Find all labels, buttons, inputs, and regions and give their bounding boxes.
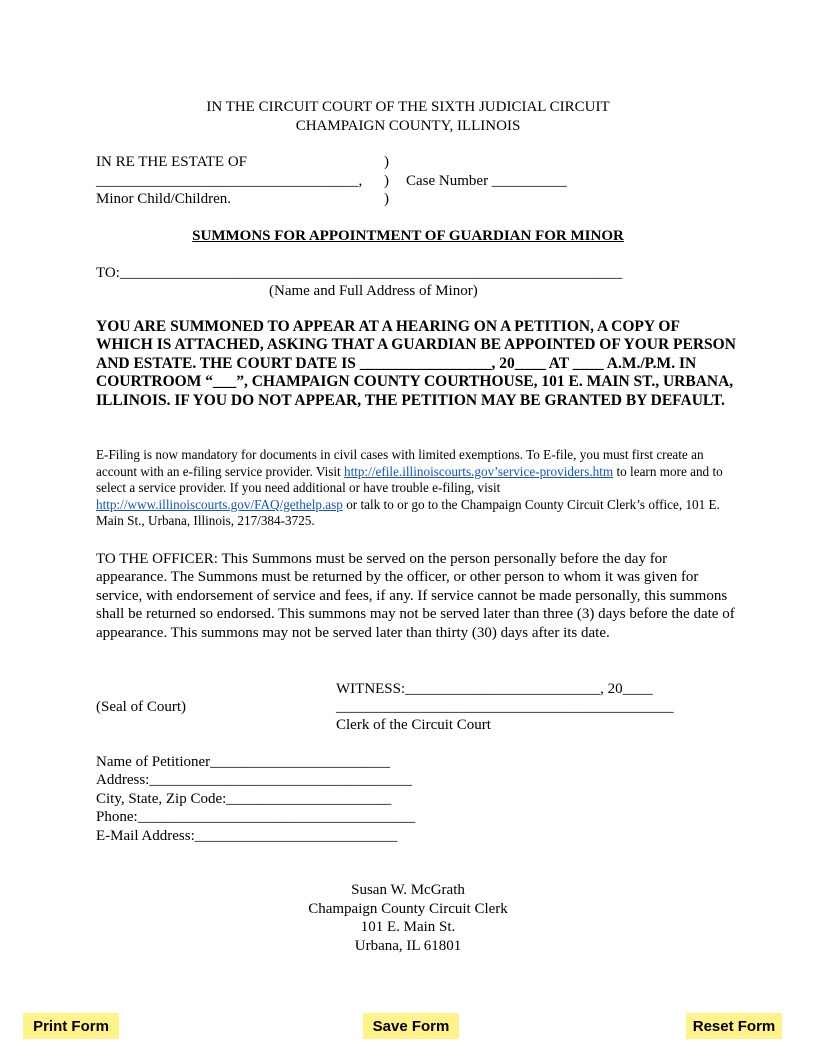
caption-paren: ) [384,173,389,189]
clerk-title: Champaign County Circuit Clerk [308,901,508,917]
officer-instructions: TO THE OFFICER: This Summons must be served on the person personally before the day for appearance. The Summons must be returned by the officer, or other person to whom it was given for service, with endorsement of service and fees, if any. If service cannot be made personally, this summons shall be returned so endorsed. This summons may not be served later than three (3) days before the date of appearance. This summons may not be served later than thirty (30) days after its date. [96,551,735,641]
witness-line: WITNESS:__________________________, 20____ [336,681,653,697]
efiling-text: or talk to or go to the Champaign County Circuit Clerk’s office, 101 E. Main St., Urbana, Illinois, 217/384-3725. [96,496,720,529]
reset-form-button[interactable]: Reset Form [686,1013,782,1039]
clerk-name: Susan W. McGrath [351,882,465,898]
seal-of-court: (Seal of Court) [96,699,186,715]
efiling-text: E-Filing is now mandatory for documents in civil cases with limited exemptions. To E-file, you must first create an account with an e-filing service provider. Visit [96,447,704,479]
clerk-label: Clerk of the Circuit Court [336,717,491,733]
estate-label: IN RE THE ESTATE OF [96,154,248,170]
court-header-line2: CHAMPAIGN COUNTY, ILLINOIS [295,118,521,134]
summons-text: YOU ARE SUMMONED TO APPEAR AT A HEARING ON A PETITION, A COPY OF WHICH IS ATTACHED, ASKING THAT A GUARDIAN BE APPOINTED OF YOUR PERSON AND ESTATE. THE COURT DATE IS _________________, 20____ AT ____ A.M./P.M. IN COURTROOM “___”, CHAMPAIGN COUNTY COURTHOUSE, 101 E. MAIN ST., URBANA, ILLINOIS. IF YOU DO NOT APPEAR, THE PETITION MAY BE GRANTED BY DEFAULT. [96,318,736,409]
clerk-city: Urbana, IL 61801 [354,938,462,954]
print-form-button[interactable]: Print Form [23,1013,119,1039]
document-title: SUMMONS FOR APPOINTMENT OF GUARDIAN FOR MINOR [192,228,624,244]
court-header-line1: IN THE CIRCUIT COURT OF THE SIXTH JUDICIAL CIRCUIT [206,99,610,115]
to-line: TO:___________________________________________________________________ [96,265,623,281]
save-form-button[interactable]: Save Form [363,1013,459,1039]
petitioner-address-field: Address:___________________________________ [96,772,412,788]
efiling-notice [96,447,736,530]
efiling-text: to learn more and to select a service provider. If you need additional or have trouble e-filing, visit [96,463,723,496]
caption-paren: ) [384,154,389,170]
minor-label: Minor Child/Children. [96,191,231,207]
clerk-signature-line: _____________________________________________ [336,699,674,715]
clerk-street: 101 E. Main St. [360,919,456,935]
caption-paren: ) [384,191,389,207]
petitioner-phone-field: Phone:_____________________________________ [96,809,416,825]
gethelp-link[interactable]: http://www.illinoiscourts.gov/FAQ/gethelp.asp [96,496,343,512]
estate-name-blank: ___________________________________, [96,173,363,189]
to-sublabel: (Name and Full Address of Minor) [269,283,478,299]
case-number-label: Case Number __________ [406,173,567,189]
petitioner-name-field: Name of Petitioner________________________ [96,754,391,770]
efile-providers-link[interactable]: http://efile.illinoiscourts.gov’service-providers.htm [344,463,614,479]
petitioner-email-field: E-Mail Address:___________________________ [96,828,398,844]
petitioner-city-field: City, State, Zip Code:______________________ [96,791,392,807]
